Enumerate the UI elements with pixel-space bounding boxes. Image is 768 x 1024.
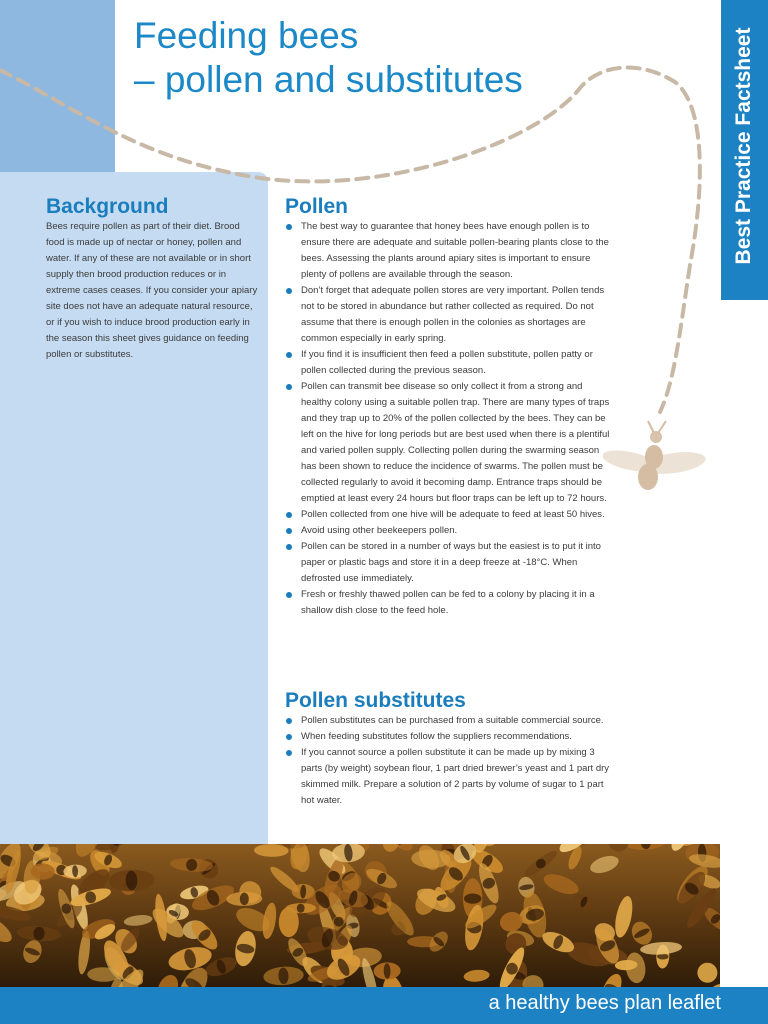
footer-text: a healthy bees plan leaflet (488, 992, 721, 1014)
pollen-item: Fresh or freshly thawed pollen can be fed to a colony by placing it in a shallow dish close to the feed hole. (285, 587, 615, 619)
background-heading: Background (46, 195, 169, 218)
pollen-item: Pollen can transmit bee disease so only collect it from a strong and healthy colony using a suitable pollen trap. There are many types of traps and they trap up to 20% of the pollen collected by the bees. They can be left on the hive for long periods but are best used when there is a plentiful and varied pollen supply. Collecting pollen during the swarming season has been shown to reduce the incidence of swarms. The pollen must be collected regularly to avoid it becoming damp. Entrance traps should be emptied at least every 24 hours but floor traps can be left up to 72 hours. (285, 379, 615, 507)
title-line-2: – pollen and substitutes (134, 59, 523, 100)
pollen-heading: Pollen (285, 195, 349, 218)
title-line-1: Feeding bees (134, 15, 359, 56)
page-title (134, 14, 523, 102)
footer-bar (0, 987, 768, 1024)
bee-icon (601, 421, 707, 490)
substitutes-heading: Pollen substitutes (285, 689, 466, 712)
pollen-item: Pollen can be stored in a number of ways but the easiest is to put it into paper or plastic bags and store it in a deep freeze at -18°C. When defrosted use immediately. (285, 539, 615, 587)
substitutes-list (285, 713, 615, 809)
bees-photo (0, 844, 720, 987)
pollen-item: Don’t forget that adequate pollen stores are very important. Pollen tends not to be stored in abundance but rather collected as required. Do not assume that there is enough pollen in the colonies as shortages are common especially in early spring. (285, 283, 615, 347)
pollen-item: Avoid using other beekeepers pollen. (285, 523, 615, 539)
pollen-item: If you find it is insufficient then feed a pollen substitute, pollen patty or pollen collected during the previous season. (285, 347, 615, 379)
substitutes-item: Pollen substitutes can be purchased from a suitable commercial source. (285, 713, 615, 729)
pollen-item: The best way to guarantee that honey bees have enough pollen is to ensure there are adequate and suitable pollen-bearing plants close to the bees. Assessing the plants around apiary sites is important to ensure plenty of pollens are available through the season. (285, 219, 615, 283)
side-tab-label: Best Practice Factsheet (732, 27, 755, 265)
pollen-list (285, 219, 615, 619)
pollen-item: Pollen collected from one hive will be adequate to feed at least 50 hives. (285, 507, 615, 523)
substitutes-item: When feeding substitutes follow the suppliers recommendations. (285, 729, 615, 745)
background-text: Bees require pollen as part of their diet. Brood food is made up of nectar or honey, pollen and water. If any of these are not available or in short supply then brood production reduces or in extreme cases ceases. If you consider your apiary site does not have an adequate natural resource, or if you wish to induce brood production early in the season this sheet gives guidance on feeding pollen or substitutes. (46, 221, 258, 360)
substitutes-item: If you cannot source a pollen substitute it can be made up by mixing 3 parts (by weight) soybean flour, 1 part dried brewer’s yeast and 1 part dry skimmed milk. Prepare a solution of 2 parts by volume of sugar to 1 part hot water. (285, 745, 615, 809)
